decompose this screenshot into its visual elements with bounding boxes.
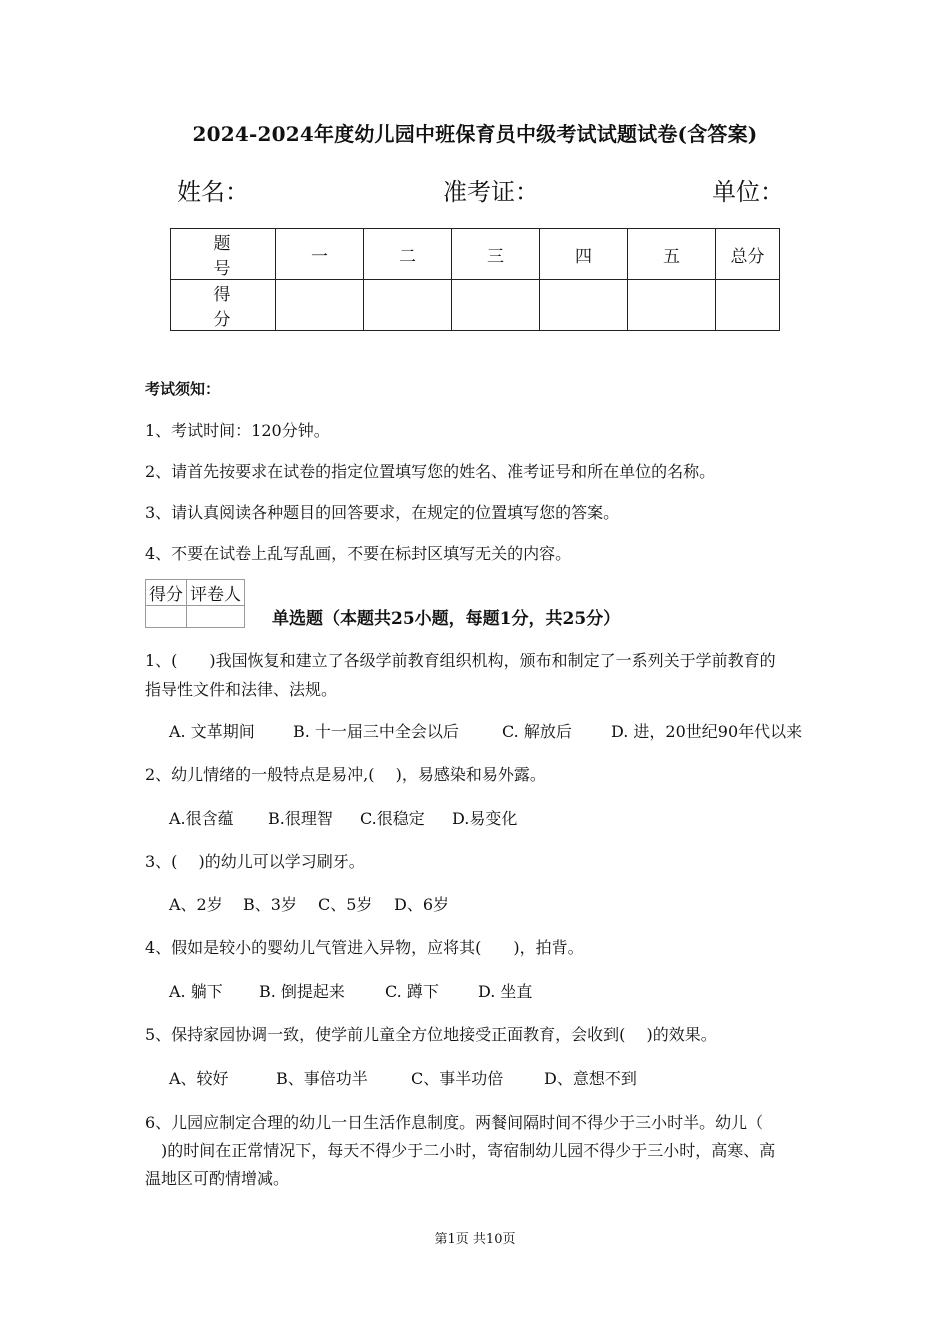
answer-option: D. 坐直 xyxy=(478,982,533,1001)
question-text: 指导性文件和法律、法规。 xyxy=(145,680,338,699)
score-cell[interactable] xyxy=(540,280,628,331)
question-text: 温地区可酌情增减。 xyxy=(145,1169,290,1188)
grader-table-grader-label: 评卷人 xyxy=(187,580,245,606)
score-table-header-row xyxy=(171,229,780,280)
page-footer: 第1页 共10页 xyxy=(434,1232,516,1247)
name-label: 姓名： xyxy=(177,178,249,206)
answer-option: A. 文革期间 xyxy=(169,722,255,741)
question-text: 5、保持家园协调一致，使学前儿童全方位地接受正面教育，会收到( )的效果。 xyxy=(145,1025,717,1044)
score-table-header-cell: 二 xyxy=(364,229,452,280)
question-text: 6、儿园应制定合理的幼儿一日生活作息制度。两餐间隔时间不得少于三小时半。幼儿（ xyxy=(145,1113,764,1132)
answer-option: B、3岁 xyxy=(243,895,297,914)
question-text: 3、( )的幼儿可以学习刷牙。 xyxy=(145,852,365,871)
question-text: 4、假如是较小的婴幼儿气管进入异物，应将其( )，拍背。 xyxy=(145,938,584,957)
score-cell[interactable] xyxy=(364,280,452,331)
score-table-header-cell: 题 号 xyxy=(171,229,276,280)
score-table-header-cell: 四 xyxy=(540,229,628,280)
answer-option: B.很理智 xyxy=(268,809,333,828)
unit-label: 单位： xyxy=(712,178,784,206)
score-table-score-row xyxy=(171,280,780,331)
answer-option: A、2岁 xyxy=(169,895,223,914)
notice-item: 1、考试时间：120分钟。 xyxy=(145,421,330,440)
grader-score-cell[interactable] xyxy=(146,606,187,628)
answer-option: D. 进，20世纪90年代以来 xyxy=(611,722,803,741)
exam-number-label: 准考证： xyxy=(443,178,539,206)
answer-option: D、意想不到 xyxy=(544,1069,637,1088)
score-cell[interactable] xyxy=(628,280,716,331)
answer-option: C. 解放后 xyxy=(502,722,572,741)
score-cell[interactable] xyxy=(276,280,364,331)
answer-option: A. 躺下 xyxy=(169,982,223,1001)
answer-option: C. 蹲下 xyxy=(385,982,439,1001)
notice-item: 4、不要在试卷上乱写乱画，不要在标封区填写无关的内容。 xyxy=(145,544,572,563)
score-table-header-cell: 总分 xyxy=(716,229,780,280)
score-table-header-cell: 一 xyxy=(276,229,364,280)
grader-name-cell[interactable] xyxy=(187,606,245,628)
answer-option: B. 十一届三中全会以后 xyxy=(293,722,459,741)
score-table xyxy=(170,228,780,331)
question-text: 2、幼儿情绪的一般特点是易冲,( )，易感染和易外露。 xyxy=(145,765,546,784)
answer-option: D.易变化 xyxy=(452,809,518,828)
question-text: 1、( )我国恢复和建立了各级学前教育组织机构，颁布和制定了一系列关于学前教育的 xyxy=(145,651,776,670)
exam-title: 2024-2024年度幼儿园中班保育员中级考试试题试卷(含答案) xyxy=(192,122,758,146)
score-table-header-cell: 三 xyxy=(452,229,540,280)
notice-heading: 考试须知： xyxy=(145,380,221,398)
answer-option: C.很稳定 xyxy=(360,809,425,828)
question-text: )的时间在正常情况下，每天不得少于二小时，寄宿制幼儿园不得少于三小时，高寒、高 xyxy=(145,1141,776,1160)
answer-option: C、事半功倍 xyxy=(411,1069,504,1088)
answer-option: A、较好 xyxy=(169,1069,229,1088)
score-table-header-cell: 五 xyxy=(628,229,716,280)
answer-option: D、6岁 xyxy=(394,895,450,914)
answer-option: C、5岁 xyxy=(318,895,373,914)
notice-item: 3、请认真阅读各种题目的回答要求，在规定的位置填写您的答案。 xyxy=(145,503,620,522)
notice-item: 2、请首先按要求在试卷的指定位置填写您的姓名、准考证号和所在单位的名称。 xyxy=(145,462,716,481)
score-cell[interactable] xyxy=(452,280,540,331)
answer-option: B. 倒提起来 xyxy=(259,982,345,1001)
answer-option: A.很含蕴 xyxy=(169,809,234,828)
answer-option: B、事倍功半 xyxy=(276,1069,368,1088)
score-cell[interactable] xyxy=(716,280,780,331)
score-table-row-label: 得 分 xyxy=(171,280,276,331)
section-title: 单选题（本题共25小题，每题1分，共25分） xyxy=(272,609,621,629)
grader-table xyxy=(145,579,245,628)
grader-table-score-label: 得分 xyxy=(146,580,187,606)
